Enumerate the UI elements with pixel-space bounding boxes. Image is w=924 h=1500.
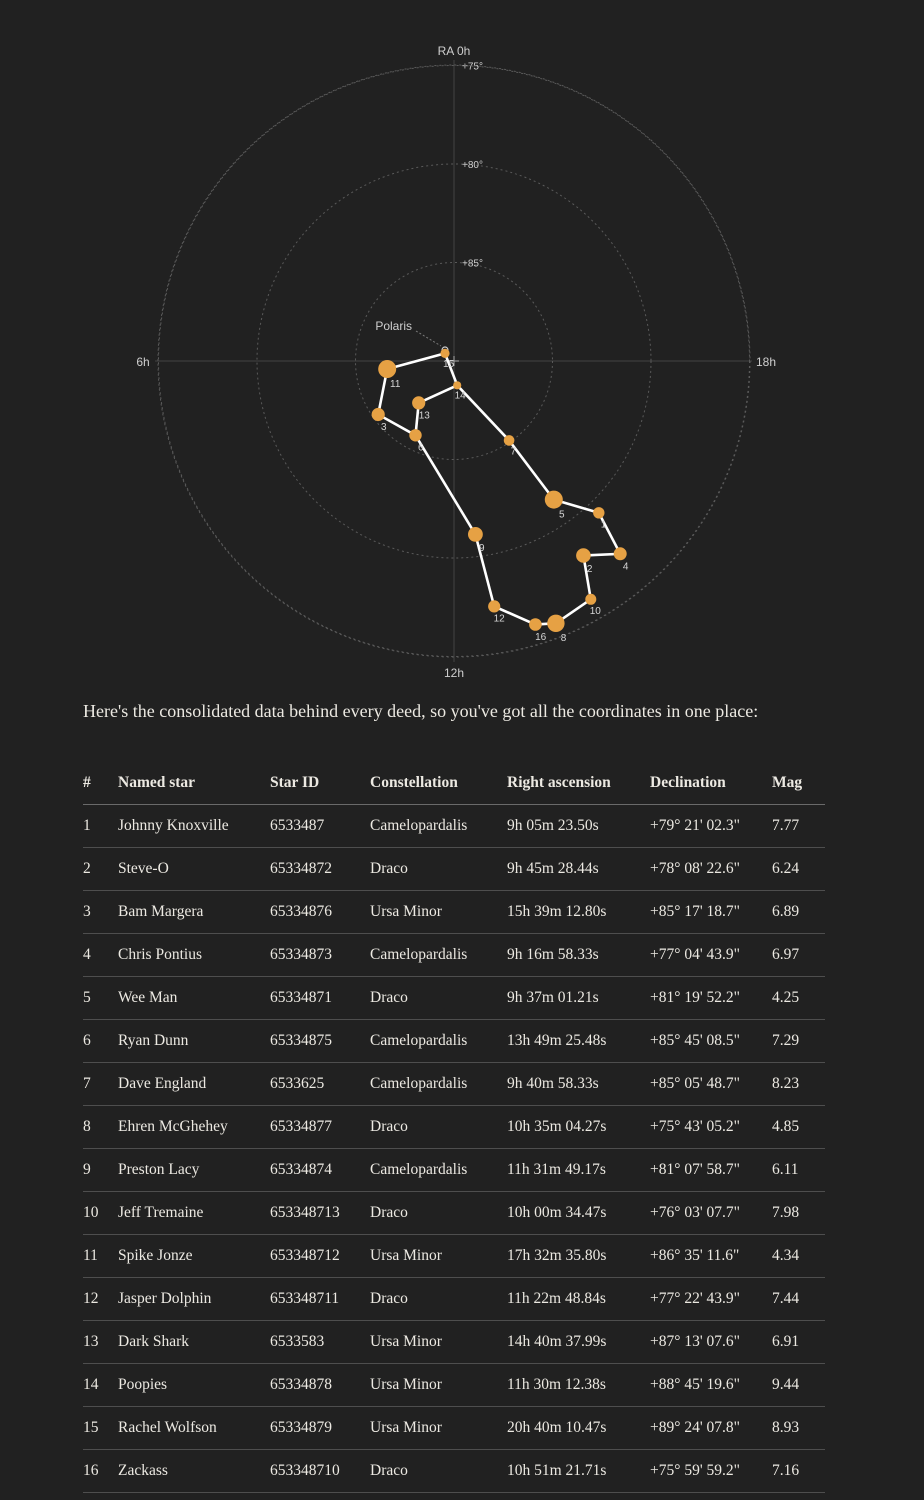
star-table-head xyxy=(83,761,825,805)
header-named-star: Named star xyxy=(118,761,270,805)
table-row xyxy=(83,1106,825,1149)
star-number-label: 6 xyxy=(418,442,424,454)
cell-star-id: 65334876 xyxy=(270,891,370,934)
hour-label: 6h xyxy=(136,355,150,369)
cell-named-star: Jasper Dolphin xyxy=(118,1278,270,1321)
cell-number: 9 xyxy=(83,1149,118,1192)
cell-named-star: Johnny Knoxville xyxy=(118,805,270,848)
polaris-label: Polaris xyxy=(375,319,412,333)
cell-constellation: Ursa Minor xyxy=(370,1321,507,1364)
cell-number: 7 xyxy=(83,1063,118,1106)
cell-constellation: Draco xyxy=(370,977,507,1020)
cell-star-id: 653348712 xyxy=(270,1235,370,1278)
cell-right-ascension: 9h 37m 01.21s xyxy=(507,977,650,1020)
star-number-label: 4 xyxy=(622,561,629,573)
star-number-label: 3 xyxy=(381,422,387,434)
cell-star-id: 65334877 xyxy=(270,1106,370,1149)
cell-declination: +75° 43' 05.2" xyxy=(650,1106,772,1149)
cell-mag: 4.25 xyxy=(772,977,825,1020)
star-point xyxy=(576,548,591,563)
cell-constellation: Camelopardalis xyxy=(370,1020,507,1063)
cell-declination: +88° 45' 19.6" xyxy=(650,1364,772,1407)
cell-declination: +81° 19' 52.2" xyxy=(650,977,772,1020)
star-number-label: 15 xyxy=(443,359,455,370)
cell-constellation: Ursa Minor xyxy=(370,1407,507,1450)
star-number-label: 8 xyxy=(560,632,567,644)
cell-right-ascension: 17h 32m 35.80s xyxy=(507,1235,650,1278)
cell-star-id: 65334872 xyxy=(270,848,370,891)
table-row xyxy=(83,977,825,1020)
star-number-label: 2 xyxy=(586,563,593,575)
cell-right-ascension: 11h 31m 49.17s xyxy=(507,1149,650,1192)
hour-label: 18h xyxy=(755,355,777,369)
star-number-label: 9 xyxy=(479,542,485,554)
cell-declination: +87° 13' 07.6" xyxy=(650,1321,772,1364)
dec-ring-label: +85° xyxy=(462,258,483,270)
cell-star-id: 65334878 xyxy=(270,1364,370,1407)
cell-star-id: 65334873 xyxy=(270,934,370,977)
cell-mag: 6.91 xyxy=(772,1321,825,1364)
cell-declination: +86° 35' 11.6" xyxy=(650,1235,772,1278)
star-point xyxy=(378,360,396,378)
cell-mag: 4.34 xyxy=(772,1235,825,1278)
cell-star-id: 6533487 xyxy=(270,805,370,848)
cell-mag: 9.44 xyxy=(772,1364,825,1407)
dec-ring-label: +75° xyxy=(462,61,483,73)
cell-constellation: Draco xyxy=(370,848,507,891)
cell-declination: +77° 22' 43.9" xyxy=(650,1278,772,1321)
cell-mag: 6.97 xyxy=(772,934,825,977)
cell-named-star: Preston Lacy xyxy=(118,1149,270,1192)
cell-right-ascension: 15h 39m 12.80s xyxy=(507,891,650,934)
star-point xyxy=(409,429,421,441)
table-row xyxy=(83,1321,825,1364)
cell-number: 10 xyxy=(83,1192,118,1235)
header-mag: Mag xyxy=(772,761,825,805)
star-point xyxy=(585,594,596,605)
cell-star-id: 6533583 xyxy=(270,1321,370,1364)
header-right-ascension: Right ascension xyxy=(507,761,650,805)
table-row xyxy=(83,848,825,891)
cell-right-ascension: 9h 05m 23.50s xyxy=(507,805,650,848)
cell-declination: +76° 03' 07.7" xyxy=(650,1192,772,1235)
cell-named-star: Dave England xyxy=(118,1063,270,1106)
cell-declination: +79° 21' 02.3" xyxy=(650,805,772,848)
header-number: # xyxy=(83,761,118,805)
star-number-label: 16 xyxy=(535,631,547,643)
cell-right-ascension: 13h 49m 25.48s xyxy=(507,1020,650,1063)
star-number-label: 1 xyxy=(600,519,607,531)
dec-ring-label: +80° xyxy=(462,160,483,171)
cell-constellation: Draco xyxy=(370,1278,507,1321)
star-point xyxy=(529,618,542,631)
star-point xyxy=(614,547,627,560)
cell-named-star: Dark Shark xyxy=(118,1321,270,1364)
cell-number: 1 xyxy=(83,805,118,848)
table-row xyxy=(83,1192,825,1235)
star-number-label: 14 xyxy=(454,390,466,402)
cell-named-star: Chris Pontius xyxy=(118,934,270,977)
cell-named-star: Ehren McGhehey xyxy=(118,1106,270,1149)
cell-mag: 6.89 xyxy=(772,891,825,934)
cell-number: 14 xyxy=(83,1364,118,1407)
cell-number: 3 xyxy=(83,891,118,934)
cell-number: 11 xyxy=(83,1235,118,1278)
cell-mag: 7.16 xyxy=(772,1450,825,1493)
table-row xyxy=(83,1235,825,1278)
cell-declination: +77° 04' 43.9" xyxy=(650,934,772,977)
table-row xyxy=(83,891,825,934)
hour-label: 12h xyxy=(443,666,465,680)
cell-star-id: 653348713 xyxy=(270,1192,370,1235)
cell-constellation: Ursa Minor xyxy=(370,1235,507,1278)
cell-mag: 4.85 xyxy=(772,1106,825,1149)
cell-right-ascension: 14h 40m 37.99s xyxy=(507,1321,650,1364)
cell-named-star: Jeff Tremaine xyxy=(118,1192,270,1235)
cell-mag: 6.24 xyxy=(772,848,825,891)
cell-number: 2 xyxy=(83,848,118,891)
cell-mag: 6.11 xyxy=(772,1149,825,1192)
star-point xyxy=(593,507,604,518)
intro-paragraph: Here's the consolidated data behind every deed, so you've got all the coordinates in one place: xyxy=(83,701,759,721)
star-point xyxy=(453,381,461,389)
cell-number: 8 xyxy=(83,1106,118,1149)
cell-star-id: 65334874 xyxy=(270,1149,370,1192)
cell-star-id: 65334879 xyxy=(270,1407,370,1450)
cell-number: 4 xyxy=(83,934,118,977)
star-point xyxy=(545,491,563,509)
star-point xyxy=(504,435,515,446)
star-table xyxy=(83,761,825,1493)
cell-right-ascension: 9h 16m 58.33s xyxy=(507,934,650,977)
star-point xyxy=(372,408,385,421)
star-number-label: 11 xyxy=(390,379,401,390)
cell-declination: +85° 45' 08.5" xyxy=(650,1020,772,1063)
cell-right-ascension: 10h 00m 34.47s xyxy=(507,1192,650,1235)
star-number-label: 10 xyxy=(589,605,601,617)
cell-named-star: Poopies xyxy=(118,1364,270,1407)
table-row xyxy=(83,1364,825,1407)
hour-label: RA 0h xyxy=(437,44,471,58)
star-point xyxy=(488,600,500,612)
cell-constellation: Draco xyxy=(370,1106,507,1149)
table-row xyxy=(83,1149,825,1192)
cell-right-ascension: 10h 35m 04.27s xyxy=(507,1106,650,1149)
table-row xyxy=(83,1407,825,1450)
star-number-label: 5 xyxy=(559,509,565,521)
star-point xyxy=(468,527,483,542)
header-declination: Declination xyxy=(650,761,772,805)
cell-number: 16 xyxy=(83,1450,118,1493)
star-point xyxy=(547,615,564,632)
cell-constellation: Camelopardalis xyxy=(370,805,507,848)
cell-mag: 7.44 xyxy=(772,1278,825,1321)
star-point xyxy=(440,349,449,358)
cell-right-ascension: 11h 22m 48.84s xyxy=(507,1278,650,1321)
cell-mag: 7.77 xyxy=(772,805,825,848)
cell-number: 6 xyxy=(83,1020,118,1063)
table-row xyxy=(83,1063,825,1106)
cell-number: 12 xyxy=(83,1278,118,1321)
table-row xyxy=(83,934,825,977)
cell-right-ascension: 10h 51m 21.71s xyxy=(507,1450,650,1493)
cell-star-id: 6533625 xyxy=(270,1063,370,1106)
star-chart xyxy=(0,0,924,700)
star-number-label: 12 xyxy=(493,613,505,625)
constellation-link xyxy=(416,435,476,534)
cell-mag: 8.93 xyxy=(772,1407,825,1450)
cell-named-star: Steve-O xyxy=(118,848,270,891)
star-chart-container xyxy=(0,0,924,700)
cell-named-star: Ryan Dunn xyxy=(118,1020,270,1063)
cell-number: 5 xyxy=(83,977,118,1020)
header-row xyxy=(83,761,825,805)
cell-number: 15 xyxy=(83,1407,118,1450)
cell-star-id: 65334871 xyxy=(270,977,370,1020)
polaris-leader xyxy=(416,331,441,346)
cell-right-ascension: 11h 30m 12.38s xyxy=(507,1364,650,1407)
table-row xyxy=(83,805,825,848)
cell-named-star: Wee Man xyxy=(118,977,270,1020)
cell-number: 13 xyxy=(83,1321,118,1364)
cell-constellation: Draco xyxy=(370,1192,507,1235)
cell-declination: +89° 24' 07.8" xyxy=(650,1407,772,1450)
star-number-label: 13 xyxy=(418,410,430,422)
cell-star-id: 65334875 xyxy=(270,1020,370,1063)
cell-declination: +75° 59' 59.2" xyxy=(650,1450,772,1493)
table-row xyxy=(83,1020,825,1063)
cell-constellation: Ursa Minor xyxy=(370,891,507,934)
cell-named-star: Zackass xyxy=(118,1450,270,1493)
cell-star-id: 653348710 xyxy=(270,1450,370,1493)
cell-constellation: Ursa Minor xyxy=(370,1364,507,1407)
cell-named-star: Rachel Wolfson xyxy=(118,1407,270,1450)
cell-declination: +85° 05' 48.7" xyxy=(650,1063,772,1106)
cell-declination: +78° 08' 22.6" xyxy=(650,848,772,891)
cell-right-ascension: 20h 40m 10.47s xyxy=(507,1407,650,1450)
table-row xyxy=(83,1278,825,1321)
cell-mag: 7.98 xyxy=(772,1192,825,1235)
cell-declination: +85° 17' 18.7" xyxy=(650,891,772,934)
star-point xyxy=(412,396,425,409)
cell-named-star: Bam Margera xyxy=(118,891,270,934)
star-number-label: 7 xyxy=(510,446,517,458)
cell-declination: +81° 07' 58.7" xyxy=(650,1149,772,1192)
cell-constellation: Camelopardalis xyxy=(370,1149,507,1192)
cell-constellation: Camelopardalis xyxy=(370,1063,507,1106)
header-star-id: Star ID xyxy=(270,761,370,805)
cell-mag: 7.29 xyxy=(772,1020,825,1063)
star-table-body xyxy=(83,805,825,1493)
cell-star-id: 653348711 xyxy=(270,1278,370,1321)
header-constellation: Constellation xyxy=(370,761,507,805)
cell-constellation: Draco xyxy=(370,1450,507,1493)
cell-right-ascension: 9h 45m 28.44s xyxy=(507,848,650,891)
cell-right-ascension: 9h 40m 58.33s xyxy=(507,1063,650,1106)
table-row xyxy=(83,1450,825,1493)
cell-constellation: Camelopardalis xyxy=(370,934,507,977)
cell-named-star: Spike Jonze xyxy=(118,1235,270,1278)
cell-mag: 8.23 xyxy=(772,1063,825,1106)
